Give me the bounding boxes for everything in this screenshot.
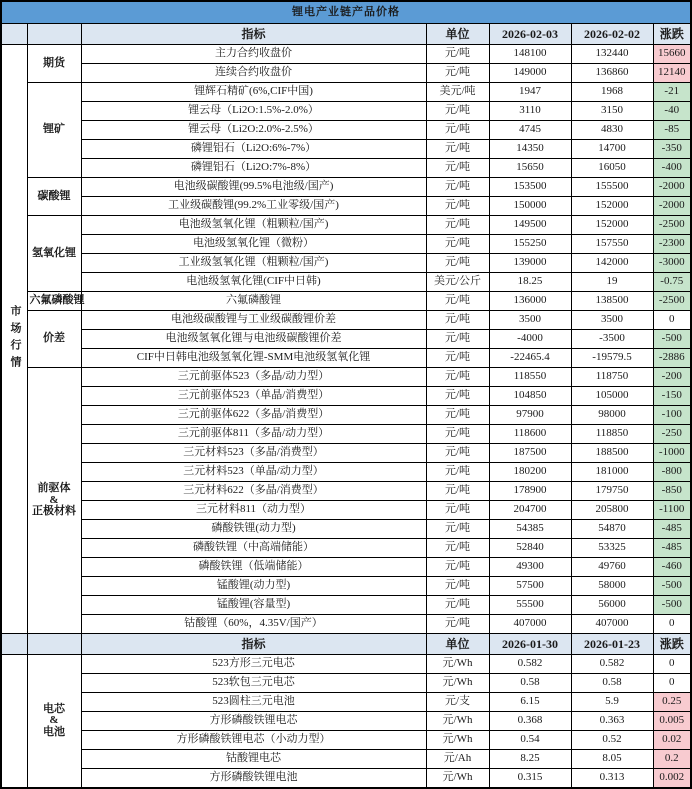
- price-change: 0.02: [653, 731, 691, 750]
- unit-value: 元/Wh: [426, 655, 489, 674]
- category-label-4: 氢氧化锂: [27, 216, 81, 292]
- price-previous: 0.52: [571, 731, 653, 750]
- table-row: [1, 615, 691, 634]
- price-current: 54385: [489, 520, 571, 539]
- table-row: [1, 197, 691, 216]
- indicator-name: 锂辉石精矿(6%,CIF中国): [81, 83, 426, 102]
- price-previous: 155500: [571, 178, 653, 197]
- unit-value: 元/吨: [426, 501, 489, 520]
- section-side-label: [1, 655, 27, 789]
- indicator-name: 锰酸锂(容量型): [81, 596, 426, 615]
- column-header-date-current: 2026-02-03: [489, 24, 571, 45]
- unit-value: 美元/公斤: [426, 273, 489, 292]
- price-change: 0.002: [653, 769, 691, 789]
- price-previous: 136860: [571, 64, 653, 83]
- price-current: -22465.4: [489, 349, 571, 368]
- indicator-name: 523方形三元电芯: [81, 655, 426, 674]
- price-change: -100: [653, 406, 691, 425]
- unit-value: 元/吨: [426, 140, 489, 159]
- table-row: [1, 311, 691, 330]
- header-row-section1: [1, 24, 691, 45]
- price-previous: 179750: [571, 482, 653, 501]
- header-corner-blank: [1, 24, 27, 45]
- price-change: -850: [653, 482, 691, 501]
- table-row: [1, 520, 691, 539]
- price-current: 52840: [489, 539, 571, 558]
- column-header-date-current: 2026-01-30: [489, 634, 571, 655]
- price-change: -1100: [653, 501, 691, 520]
- price-change: -350: [653, 140, 691, 159]
- indicator-name: 三元材料622（多晶/消费型）: [81, 482, 426, 501]
- indicator-name: 方形磷酸铁锂电池: [81, 769, 426, 789]
- price-change: -500: [653, 330, 691, 349]
- table-row: [1, 83, 691, 102]
- indicator-name: 电池级氢氧化锂(CIF中日韩): [81, 273, 426, 292]
- price-previous: 138500: [571, 292, 653, 311]
- indicator-name: 锂云母（Li2O:1.5%-2.0%）: [81, 102, 426, 121]
- price-change: -21: [653, 83, 691, 102]
- price-change: -485: [653, 539, 691, 558]
- price-previous: 98000: [571, 406, 653, 425]
- price-change: -460: [653, 558, 691, 577]
- unit-value: 元/吨: [426, 121, 489, 140]
- unit-value: 元/吨: [426, 520, 489, 539]
- price-current: 118600: [489, 425, 571, 444]
- table-row: [1, 769, 691, 789]
- indicator-name: 电池级氢氧化锂（微粉）: [81, 235, 426, 254]
- price-current: 4745: [489, 121, 571, 140]
- price-previous: 132440: [571, 45, 653, 64]
- indicator-name: 连续合约收盘价: [81, 64, 426, 83]
- price-current: 55500: [489, 596, 571, 615]
- price-current: 0.582: [489, 655, 571, 674]
- column-header-date-previous: 2026-02-02: [571, 24, 653, 45]
- price-previous: -19579.5: [571, 349, 653, 368]
- indicator-name: 电池级氢氧化锂（粗颗粒/国产): [81, 216, 426, 235]
- price-previous: 49760: [571, 558, 653, 577]
- indicator-name: 三元材料523（多晶/消费型）: [81, 444, 426, 463]
- price-previous: 8.05: [571, 750, 653, 769]
- unit-value: 元/吨: [426, 368, 489, 387]
- indicator-name: 磷锂铝石（Li2O:6%-7%）: [81, 140, 426, 159]
- price-previous: 54870: [571, 520, 653, 539]
- price-current: 3110: [489, 102, 571, 121]
- price-previous: 152000: [571, 197, 653, 216]
- price-change: 0: [653, 615, 691, 634]
- category-label-1: 电芯 & 电池: [27, 655, 81, 789]
- table-row: [1, 501, 691, 520]
- unit-value: 美元/吨: [426, 83, 489, 102]
- price-current: 155250: [489, 235, 571, 254]
- price-current: 204700: [489, 501, 571, 520]
- header-corner-blank: [1, 634, 27, 655]
- price-previous: 118750: [571, 368, 653, 387]
- table-row: [1, 178, 691, 197]
- unit-value: 元/吨: [426, 615, 489, 634]
- table-row: [1, 140, 691, 159]
- title-row: [1, 1, 691, 24]
- table-row: [1, 273, 691, 292]
- indicator-name: 三元前驱体811（多晶/动力型）: [81, 425, 426, 444]
- price-current: 0.315: [489, 769, 571, 789]
- table-row: [1, 731, 691, 750]
- price-current: 118550: [489, 368, 571, 387]
- price-change: -200: [653, 368, 691, 387]
- table-row: [1, 368, 691, 387]
- price-current: 3500: [489, 311, 571, 330]
- table-row: [1, 64, 691, 83]
- table-row: [1, 712, 691, 731]
- price-previous: 0.582: [571, 655, 653, 674]
- header-category-blank: [27, 24, 81, 45]
- price-previous: 142000: [571, 254, 653, 273]
- indicator-name: 主力合约收盘价: [81, 45, 426, 64]
- indicator-name: 523圆柱三元电池: [81, 693, 426, 712]
- column-header-unit: 单位: [426, 24, 489, 45]
- unit-value: 元/吨: [426, 197, 489, 216]
- column-header-unit: 单位: [426, 634, 489, 655]
- price-current: 49300: [489, 558, 571, 577]
- unit-value: 元/吨: [426, 596, 489, 615]
- price-current: 57500: [489, 577, 571, 596]
- price-previous: 181000: [571, 463, 653, 482]
- category-label-2: 锂矿: [27, 83, 81, 178]
- table-row: [1, 406, 691, 425]
- indicator-name: CIF中日韩电池级氢氧化锂-SMM电池级氢氧化锂: [81, 349, 426, 368]
- price-change: 0.25: [653, 693, 691, 712]
- unit-value: 元/吨: [426, 425, 489, 444]
- price-current: 6.15: [489, 693, 571, 712]
- price-previous: 53325: [571, 539, 653, 558]
- indicator-name: 锰酸锂(动力型): [81, 577, 426, 596]
- indicator-name: 工业级碳酸锂(99.2%工业零级/国产): [81, 197, 426, 216]
- price-current: 153500: [489, 178, 571, 197]
- unit-value: 元/吨: [426, 64, 489, 83]
- price-current: 14350: [489, 140, 571, 159]
- price-change: -2000: [653, 197, 691, 216]
- price-previous: 4830: [571, 121, 653, 140]
- table-row: [1, 216, 691, 235]
- price-previous: 407000: [571, 615, 653, 634]
- price-current: 1947: [489, 83, 571, 102]
- column-header-date-previous: 2026-01-23: [571, 634, 653, 655]
- price-change: -500: [653, 596, 691, 615]
- price-previous: 14700: [571, 140, 653, 159]
- table-row: [1, 102, 691, 121]
- price-change: -400: [653, 159, 691, 178]
- unit-value: 元/吨: [426, 577, 489, 596]
- price-change: 0: [653, 674, 691, 693]
- price-current: 15650: [489, 159, 571, 178]
- price-previous: 5.9: [571, 693, 653, 712]
- price-change: -85: [653, 121, 691, 140]
- table-row: [1, 387, 691, 406]
- price-previous: 205800: [571, 501, 653, 520]
- table-row: [1, 159, 691, 178]
- table-row: [1, 425, 691, 444]
- price-change: 0.2: [653, 750, 691, 769]
- header-category-blank: [27, 634, 81, 655]
- category-label-7: 前驱体 & 正极材料: [27, 368, 81, 634]
- indicator-name: 523软包三元电芯: [81, 674, 426, 693]
- price-current: 180200: [489, 463, 571, 482]
- price-change: -40: [653, 102, 691, 121]
- page-title: 锂电产业链产品价格: [1, 1, 691, 24]
- category-label-6: 价差: [27, 311, 81, 368]
- price-previous: 16050: [571, 159, 653, 178]
- price-current: 136000: [489, 292, 571, 311]
- indicator-name: 锂云母（Li2O:2.0%-2.5%）: [81, 121, 426, 140]
- column-header-indicator: 指标: [81, 24, 426, 45]
- indicator-name: 工业级氢氧化锂（粗颗粒/国产): [81, 254, 426, 273]
- price-previous: 0.313: [571, 769, 653, 789]
- price-change: -1000: [653, 444, 691, 463]
- price-current: 18.25: [489, 273, 571, 292]
- unit-value: 元/Wh: [426, 731, 489, 750]
- unit-value: 元/Wh: [426, 674, 489, 693]
- unit-value: 元/吨: [426, 387, 489, 406]
- price-current: 407000: [489, 615, 571, 634]
- indicator-name: 磷酸铁锂（低端储能）: [81, 558, 426, 577]
- table-row: [1, 463, 691, 482]
- table-row: [1, 482, 691, 501]
- price-current: 0.54: [489, 731, 571, 750]
- table-row: [1, 292, 691, 311]
- indicator-name: 三元前驱体622（多晶/消费型）: [81, 406, 426, 425]
- indicator-name: 磷酸铁锂(动力型): [81, 520, 426, 539]
- section-side-label: 市场行情: [1, 45, 27, 634]
- indicator-name: 方形磷酸铁锂电芯: [81, 712, 426, 731]
- price-previous: 152000: [571, 216, 653, 235]
- price-change: 0.005: [653, 712, 691, 731]
- price-change: -150: [653, 387, 691, 406]
- price-previous: 0.58: [571, 674, 653, 693]
- table-row: [1, 121, 691, 140]
- unit-value: 元/吨: [426, 330, 489, 349]
- price-current: 149500: [489, 216, 571, 235]
- table-row: [1, 750, 691, 769]
- price-previous: 118850: [571, 425, 653, 444]
- unit-value: 元/支: [426, 693, 489, 712]
- indicator-name: 电池级碳酸锂与工业级碳酸锂价差: [81, 311, 426, 330]
- indicator-name: 三元材料523（单晶/动力型）: [81, 463, 426, 482]
- price-change: -2000: [653, 178, 691, 197]
- indicator-name: 磷锂铝石（Li2O:7%-8%）: [81, 159, 426, 178]
- price-change: -2500: [653, 216, 691, 235]
- unit-value: 元/吨: [426, 558, 489, 577]
- price-current: -4000: [489, 330, 571, 349]
- table-row: [1, 655, 691, 674]
- price-change: -3000: [653, 254, 691, 273]
- indicator-name: 钴酸锂电芯: [81, 750, 426, 769]
- price-previous: 3150: [571, 102, 653, 121]
- unit-value: 元/吨: [426, 216, 489, 235]
- price-previous: 56000: [571, 596, 653, 615]
- unit-value: 元/Ah: [426, 750, 489, 769]
- price-previous: 19: [571, 273, 653, 292]
- indicator-name: 磷酸铁锂（中高端储能）: [81, 539, 426, 558]
- header-row-section2: [1, 634, 691, 655]
- unit-value: 元/吨: [426, 482, 489, 501]
- indicator-name: 电池级氢氧化锂与电池级碳酸锂价差: [81, 330, 426, 349]
- price-current: 104850: [489, 387, 571, 406]
- price-current: 0.58: [489, 674, 571, 693]
- indicator-name: 三元前驱体523（多晶/动力型）: [81, 368, 426, 387]
- indicator-name: 方形磷酸铁锂电芯（小动力型）: [81, 731, 426, 750]
- unit-value: 元/吨: [426, 178, 489, 197]
- column-header-indicator: 指标: [81, 634, 426, 655]
- price-current: 139000: [489, 254, 571, 273]
- price-current: 178900: [489, 482, 571, 501]
- price-current: 148100: [489, 45, 571, 64]
- unit-value: 元/吨: [426, 102, 489, 121]
- price-change: -2300: [653, 235, 691, 254]
- table-row: [1, 577, 691, 596]
- price-change: -2886: [653, 349, 691, 368]
- column-header-change: 涨跌: [653, 634, 691, 655]
- indicator-name: 三元材料811（动力型）: [81, 501, 426, 520]
- price-current: 150000: [489, 197, 571, 216]
- price-previous: 105000: [571, 387, 653, 406]
- unit-value: 元/吨: [426, 254, 489, 273]
- price-change: -800: [653, 463, 691, 482]
- table-row: [1, 539, 691, 558]
- table-row: [1, 254, 691, 273]
- price-change: -485: [653, 520, 691, 539]
- price-change: -250: [653, 425, 691, 444]
- column-header-change: 涨跌: [653, 24, 691, 45]
- indicator-name: 六氟磷酸锂: [81, 292, 426, 311]
- unit-value: 元/吨: [426, 539, 489, 558]
- unit-value: 元/吨: [426, 311, 489, 330]
- unit-value: 元/Wh: [426, 769, 489, 789]
- unit-value: 元/吨: [426, 463, 489, 482]
- unit-value: 元/吨: [426, 349, 489, 368]
- price-current: 149000: [489, 64, 571, 83]
- category-label-3: 碳酸锂: [27, 178, 81, 216]
- unit-value: 元/吨: [426, 406, 489, 425]
- unit-value: 元/吨: [426, 292, 489, 311]
- price-current: 187500: [489, 444, 571, 463]
- table-row: [1, 235, 691, 254]
- category-label-5: 六氟磷酸锂: [27, 292, 81, 311]
- price-current: 0.368: [489, 712, 571, 731]
- price-current: 97900: [489, 406, 571, 425]
- price-previous: 188500: [571, 444, 653, 463]
- price-previous: 1968: [571, 83, 653, 102]
- unit-value: 元/吨: [426, 45, 489, 64]
- indicator-name: 三元前驱体523（单晶/消费型）: [81, 387, 426, 406]
- category-label-1: 期货: [27, 45, 81, 83]
- table-row: [1, 596, 691, 615]
- table-row: [1, 558, 691, 577]
- price-change: 0: [653, 655, 691, 674]
- price-change: 0: [653, 311, 691, 330]
- price-previous: 157550: [571, 235, 653, 254]
- price-previous: 3500: [571, 311, 653, 330]
- price-previous: 58000: [571, 577, 653, 596]
- table-row: [1, 349, 691, 368]
- price-change: -500: [653, 577, 691, 596]
- price-previous: 0.363: [571, 712, 653, 731]
- unit-value: 元/吨: [426, 235, 489, 254]
- indicator-name: 电池级碳酸锂(99.5%电池级/国产): [81, 178, 426, 197]
- unit-value: 元/Wh: [426, 712, 489, 731]
- price-change: 15660: [653, 45, 691, 64]
- table-row: [1, 693, 691, 712]
- table-row: [1, 444, 691, 463]
- price-change: -0.75: [653, 273, 691, 292]
- unit-value: 元/吨: [426, 159, 489, 178]
- price-change: 12140: [653, 64, 691, 83]
- table-row: [1, 45, 691, 64]
- price-previous: -3500: [571, 330, 653, 349]
- unit-value: 元/吨: [426, 444, 489, 463]
- price-current: 8.25: [489, 750, 571, 769]
- price-change: -2500: [653, 292, 691, 311]
- table-row: [1, 330, 691, 349]
- indicator-name: 钴酸锂（60%，4.35V/国产）: [81, 615, 426, 634]
- table-row: [1, 674, 691, 693]
